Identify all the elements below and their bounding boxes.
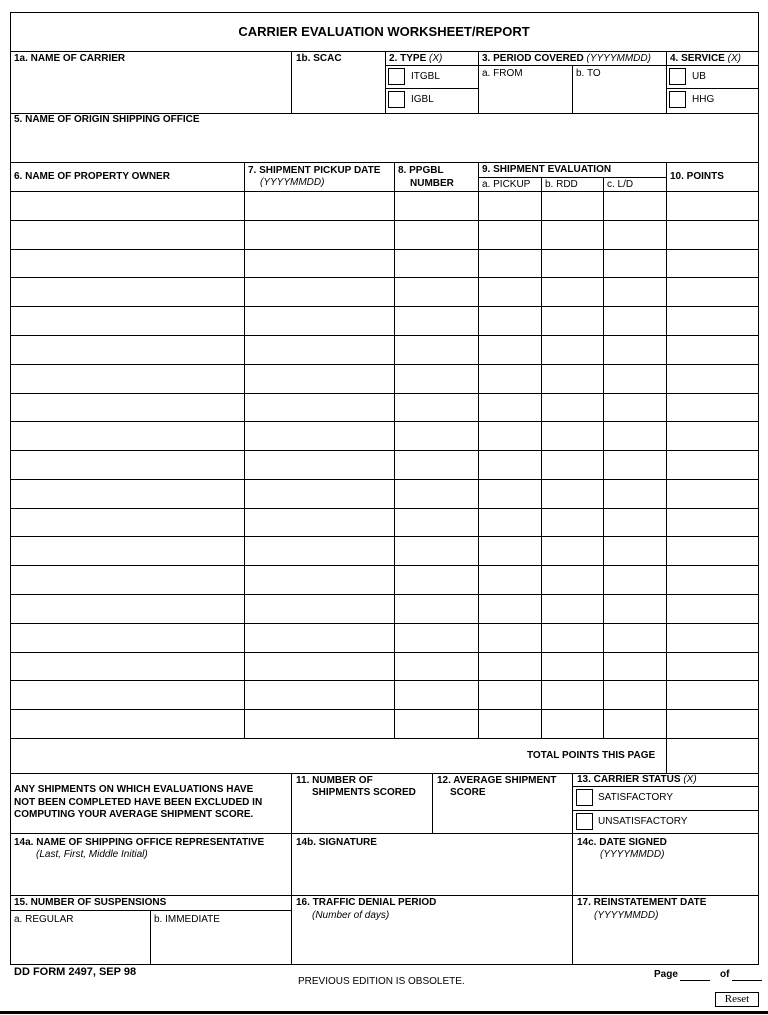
signature-label: 14b. SIGNATURE <box>296 837 377 848</box>
period-hint: (YYYYMMDD) <box>586 53 651 64</box>
cell-eval-rdd[interactable] <box>543 510 603 536</box>
carrier-status-label: 13. CARRIER STATUS <box>577 774 681 785</box>
cell-eval-rdd[interactable] <box>543 337 603 363</box>
cell-eval-pickup[interactable] <box>480 366 541 392</box>
cell-pickup-date[interactable] <box>246 654 394 680</box>
divider <box>385 65 478 66</box>
cell-eval-ld[interactable] <box>605 251 666 277</box>
cell-points[interactable] <box>668 308 757 334</box>
cell-eval-pickup[interactable] <box>480 510 541 536</box>
col-pickup-date: 7. SHIPMENT PICKUP DATE <box>248 165 381 176</box>
cell-points[interactable] <box>668 538 757 564</box>
cell-eval-rdd[interactable] <box>543 308 603 334</box>
cell-pickup-date[interactable] <box>246 251 394 277</box>
divider <box>10 738 759 739</box>
period-to-label: b. TO <box>576 68 601 79</box>
cell-points[interactable] <box>668 337 757 363</box>
cell-pickup-date[interactable] <box>246 481 394 507</box>
cell-ppgbl-number[interactable] <box>396 337 478 363</box>
satisfactory-checkbox[interactable] <box>576 789 593 806</box>
cell-eval-ld[interactable] <box>605 308 666 334</box>
avg-score-field[interactable] <box>434 800 571 832</box>
cell-eval-pickup[interactable] <box>480 423 541 449</box>
cell-owner[interactable] <box>12 538 244 564</box>
cell-eval-rdd[interactable] <box>543 625 603 651</box>
cell-pickup-date[interactable] <box>246 567 394 593</box>
cell-points[interactable] <box>668 251 757 277</box>
cell-eval-rdd[interactable] <box>543 251 603 277</box>
cell-points[interactable] <box>668 452 757 478</box>
cell-pickup-date[interactable] <box>246 366 394 392</box>
cell-eval-ld[interactable] <box>605 654 666 680</box>
col-ppgbl: 8. PPGBL <box>398 165 444 176</box>
page-label: Page <box>654 969 678 980</box>
cell-pickup-date[interactable] <box>246 193 394 219</box>
cell-pickup-date[interactable] <box>246 711 394 737</box>
cell-eval-ld[interactable] <box>605 538 666 564</box>
carrier-name-label: 1a. NAME OF CARRIER <box>14 53 126 64</box>
reinstatement-field[interactable] <box>574 924 757 964</box>
cell-owner[interactable] <box>12 481 244 507</box>
cell-points[interactable] <box>668 510 757 536</box>
cell-owner[interactable] <box>12 625 244 651</box>
cell-eval-ld[interactable] <box>605 337 666 363</box>
reinstatement-hint: (YYYYMMDD) <box>594 910 659 921</box>
cell-pickup-date[interactable] <box>246 596 394 622</box>
cell-ppgbl-number[interactable] <box>396 538 478 564</box>
date-signed-field[interactable] <box>574 862 757 894</box>
cell-eval-ld[interactable] <box>605 567 666 593</box>
denial-period-label: 16. TRAFFIC DENIAL PERIOD <box>296 897 437 908</box>
cell-eval-rdd[interactable] <box>543 567 603 593</box>
unsatisfactory-checkbox[interactable] <box>576 813 593 830</box>
ub-checkbox[interactable] <box>669 68 686 85</box>
cell-eval-ld[interactable] <box>605 452 666 478</box>
cell-ppgbl-number[interactable] <box>396 366 478 392</box>
obsolete-notice: PREVIOUS EDITION IS OBSOLETE. <box>298 976 465 987</box>
denial-period-field[interactable] <box>293 924 571 964</box>
cell-eval-rdd[interactable] <box>543 682 603 708</box>
shipments-scored-label-2: SHIPMENTS SCORED <box>312 787 416 798</box>
cell-ppgbl-number[interactable] <box>396 279 478 305</box>
regular-label: a. REGULAR <box>14 914 74 925</box>
cell-pickup-date[interactable] <box>246 395 394 421</box>
cell-eval-pickup[interactable] <box>480 711 541 737</box>
cell-eval-rdd[interactable] <box>543 654 603 680</box>
cell-eval-rdd[interactable] <box>543 538 603 564</box>
scac-field[interactable] <box>293 66 384 112</box>
cell-pickup-date[interactable] <box>246 222 394 248</box>
itgbl-label: ITGBL <box>411 71 440 82</box>
cell-owner[interactable] <box>12 337 244 363</box>
cell-owner[interactable] <box>12 510 244 536</box>
col-ppgbl-number: NUMBER <box>410 178 454 189</box>
period-from-label: a. FROM <box>482 68 523 79</box>
col-pickup-date-hint: (YYYYMMDD) <box>260 177 325 188</box>
cell-owner[interactable] <box>12 596 244 622</box>
cell-eval-ld[interactable] <box>605 711 666 737</box>
cell-eval-ld[interactable] <box>605 481 666 507</box>
cell-owner[interactable] <box>12 711 244 737</box>
cell-eval-rdd[interactable] <box>543 366 603 392</box>
cell-ppgbl-number[interactable] <box>396 567 478 593</box>
cell-points[interactable] <box>668 222 757 248</box>
cell-eval-ld[interactable] <box>605 682 666 708</box>
cell-ppgbl-number[interactable] <box>396 395 478 421</box>
col-points: 10. POINTS <box>670 171 724 182</box>
cell-points[interactable] <box>668 193 757 219</box>
itgbl-checkbox[interactable] <box>388 68 405 85</box>
cell-eval-rdd[interactable] <box>543 481 603 507</box>
cell-eval-pickup[interactable] <box>480 279 541 305</box>
cell-eval-pickup[interactable] <box>480 337 541 363</box>
exclusion-note-line: NOT BEEN COMPLETED HAVE BEEN EXCLUDED IN <box>14 796 263 808</box>
cell-ppgbl-number[interactable] <box>396 251 478 277</box>
cell-eval-rdd[interactable] <box>543 711 603 737</box>
immediate-field[interactable] <box>152 928 290 964</box>
total-points-field[interactable] <box>668 740 757 772</box>
cell-pickup-date[interactable] <box>246 452 394 478</box>
service-label: 4. SERVICE <box>670 53 725 64</box>
exclusion-note <box>14 784 262 822</box>
cell-owner[interactable] <box>12 308 244 334</box>
divider <box>572 773 573 965</box>
divider <box>478 51 479 113</box>
cell-points[interactable] <box>668 654 757 680</box>
date-signed-hint: (YYYYMMDD) <box>600 849 665 860</box>
service-hint: (X) <box>727 53 741 64</box>
cell-points[interactable] <box>668 279 757 305</box>
cell-ppgbl-number[interactable] <box>396 193 478 219</box>
cell-eval-ld[interactable] <box>605 596 666 622</box>
cell-eval-ld[interactable] <box>605 279 666 305</box>
cell-eval-rdd[interactable] <box>543 279 603 305</box>
regular-field[interactable] <box>12 928 149 964</box>
form-id: DD FORM 2497, SEP 98 <box>14 966 137 978</box>
cell-pickup-date[interactable] <box>246 510 394 536</box>
igbl-label: IGBL <box>411 94 434 105</box>
cell-eval-rdd[interactable] <box>543 452 603 478</box>
period-to-field[interactable] <box>574 80 665 112</box>
cell-owner[interactable] <box>12 222 244 248</box>
cell-points[interactable] <box>668 567 757 593</box>
divider <box>150 910 151 965</box>
cell-points[interactable] <box>668 366 757 392</box>
origin-office-field[interactable] <box>12 127 757 161</box>
suspensions-label: 15. NUMBER OF SUSPENSIONS <box>14 897 167 908</box>
cell-points[interactable] <box>668 423 757 449</box>
rep-name-label: 14a. NAME OF SHIPPING OFFICE REPRESENTATIVE <box>14 837 265 848</box>
hhg-checkbox[interactable] <box>669 91 686 108</box>
cell-eval-pickup[interactable] <box>480 395 541 421</box>
cell-eval-rdd[interactable] <box>543 222 603 248</box>
divider <box>10 162 759 163</box>
cell-eval-pickup[interactable] <box>480 654 541 680</box>
cell-eval-ld[interactable] <box>605 510 666 536</box>
reinstatement-label: 17. REINSTATEMENT DATE <box>577 897 707 908</box>
divider <box>385 51 386 113</box>
avg-score-label: 12. AVERAGE SHIPMENT <box>437 775 557 786</box>
cell-eval-ld[interactable] <box>605 193 666 219</box>
cell-ppgbl-number[interactable] <box>396 423 478 449</box>
cell-pickup-date[interactable] <box>246 538 394 564</box>
hhg-label: HHG <box>692 94 715 105</box>
cell-pickup-date[interactable] <box>246 682 394 708</box>
cell-ppgbl-number[interactable] <box>396 596 478 622</box>
cell-eval-rdd[interactable] <box>543 423 603 449</box>
cell-owner[interactable] <box>12 279 244 305</box>
scac-label: 1b. SCAC <box>296 53 342 64</box>
cell-eval-ld[interactable] <box>605 423 666 449</box>
shipments-scored-label: 11. NUMBER OF <box>296 775 373 786</box>
period-label: 3. PERIOD COVERED <box>482 53 584 64</box>
divider <box>666 88 759 89</box>
bottom-rule <box>0 1011 768 1014</box>
cell-owner[interactable] <box>12 654 244 680</box>
cell-owner[interactable] <box>12 423 244 449</box>
divider <box>478 65 666 66</box>
satisfactory-label: SATISFACTORY <box>598 792 674 803</box>
origin-office-label: 5. NAME OF ORIGIN SHIPPING OFFICE <box>14 114 200 125</box>
col-eval-rdd: b. RDD <box>545 179 578 190</box>
cell-eval-pickup[interactable] <box>480 567 541 593</box>
unsatisfactory-label: UNSATISFACTORY <box>598 816 688 827</box>
rep-name-hint: (Last, First, Middle Initial) <box>36 849 148 860</box>
cell-pickup-date[interactable] <box>246 625 394 651</box>
cell-eval-ld[interactable] <box>605 366 666 392</box>
divider <box>572 786 759 787</box>
cell-pickup-date[interactable] <box>246 308 394 334</box>
cell-eval-pickup[interactable] <box>480 625 541 651</box>
cell-ppgbl-number[interactable] <box>396 654 478 680</box>
divider <box>385 88 478 89</box>
igbl-checkbox[interactable] <box>388 91 405 108</box>
cell-owner[interactable] <box>12 193 244 219</box>
immediate-label: b. IMMEDIATE <box>154 914 220 925</box>
ub-label: UB <box>692 71 706 82</box>
divider <box>10 895 759 896</box>
divider <box>666 51 667 113</box>
cell-eval-rdd[interactable] <box>543 193 603 219</box>
avg-score-label-2: SCORE <box>450 787 486 798</box>
divider <box>10 833 759 834</box>
form-title: CARRIER EVALUATION WORKSHEET/REPORT <box>238 24 530 39</box>
divider <box>572 810 759 811</box>
cell-eval-pickup[interactable] <box>480 308 541 334</box>
cell-eval-pickup[interactable] <box>480 596 541 622</box>
cell-ppgbl-number[interactable] <box>396 222 478 248</box>
signature-field[interactable] <box>293 850 571 894</box>
cell-eval-rdd[interactable] <box>543 596 603 622</box>
cell-eval-pickup[interactable] <box>480 481 541 507</box>
divider <box>291 51 292 113</box>
carrier-status-hint: (X) <box>683 774 697 785</box>
divider <box>291 833 292 965</box>
divider <box>572 65 573 113</box>
cell-ppgbl-number[interactable] <box>396 481 478 507</box>
denial-period-hint: (Number of days) <box>312 910 390 921</box>
cell-ppgbl-number[interactable] <box>396 510 478 536</box>
cell-ppgbl-number[interactable] <box>396 682 478 708</box>
col-eval: 9. SHIPMENT EVALUATION <box>482 164 612 175</box>
divider <box>291 773 292 833</box>
col-owner: 6. NAME OF PROPERTY OWNER <box>14 171 170 182</box>
cell-pickup-date[interactable] <box>246 337 394 363</box>
cell-owner[interactable] <box>12 452 244 478</box>
cell-pickup-date[interactable] <box>246 279 394 305</box>
cell-ppgbl-number[interactable] <box>396 625 478 651</box>
cell-points[interactable] <box>668 481 757 507</box>
cell-eval-pickup[interactable] <box>480 538 541 564</box>
cell-points[interactable] <box>668 711 757 737</box>
carrier-name-field[interactable] <box>12 66 290 112</box>
col-eval-ld: c. L/D <box>607 179 634 190</box>
divider <box>432 773 433 833</box>
cell-eval-pickup[interactable] <box>480 251 541 277</box>
cell-eval-pickup[interactable] <box>480 452 541 478</box>
cell-ppgbl-number[interactable] <box>396 308 478 334</box>
cell-owner[interactable] <box>12 366 244 392</box>
cell-ppgbl-number[interactable] <box>396 711 478 737</box>
cell-eval-pickup[interactable] <box>480 682 541 708</box>
divider <box>666 65 759 66</box>
cell-points[interactable] <box>668 596 757 622</box>
exclusion-note-line: COMPUTING YOUR AVERAGE SHIPMENT SCORE. <box>14 809 254 820</box>
rep-name-field[interactable] <box>12 862 290 894</box>
cell-owner[interactable] <box>12 251 244 277</box>
cell-owner[interactable] <box>12 395 244 421</box>
cell-eval-pickup[interactable] <box>480 193 541 219</box>
cell-eval-ld[interactable] <box>605 395 666 421</box>
cell-points[interactable] <box>668 682 757 708</box>
cell-owner[interactable] <box>12 682 244 708</box>
period-from-field[interactable] <box>480 80 571 112</box>
divider <box>478 177 666 178</box>
cell-owner[interactable] <box>12 567 244 593</box>
shipments-scored-field[interactable] <box>293 800 431 832</box>
page-number-field[interactable] <box>680 980 710 981</box>
page-total-field[interactable] <box>732 980 762 981</box>
of-label: of <box>720 969 730 980</box>
cell-eval-ld[interactable] <box>605 222 666 248</box>
col-eval-pickup: a. PICKUP <box>482 179 531 190</box>
cell-points[interactable] <box>668 625 757 651</box>
cell-ppgbl-number[interactable] <box>396 452 478 478</box>
cell-pickup-date[interactable] <box>246 423 394 449</box>
exclusion-note-line: ANY SHIPMENTS ON WHICH EVALUATIONS HAVE <box>14 784 254 795</box>
cell-eval-rdd[interactable] <box>543 395 603 421</box>
total-points-label: TOTAL POINTS THIS PAGE <box>527 750 656 761</box>
type-label: 2. TYPE <box>389 53 427 64</box>
cell-eval-ld[interactable] <box>605 625 666 651</box>
date-signed-label: 14c. DATE SIGNED <box>577 837 667 848</box>
cell-points[interactable] <box>668 395 757 421</box>
cell-eval-pickup[interactable] <box>480 222 541 248</box>
reset-button[interactable]: Reset <box>715 992 759 1007</box>
type-hint: (X) <box>429 53 443 64</box>
